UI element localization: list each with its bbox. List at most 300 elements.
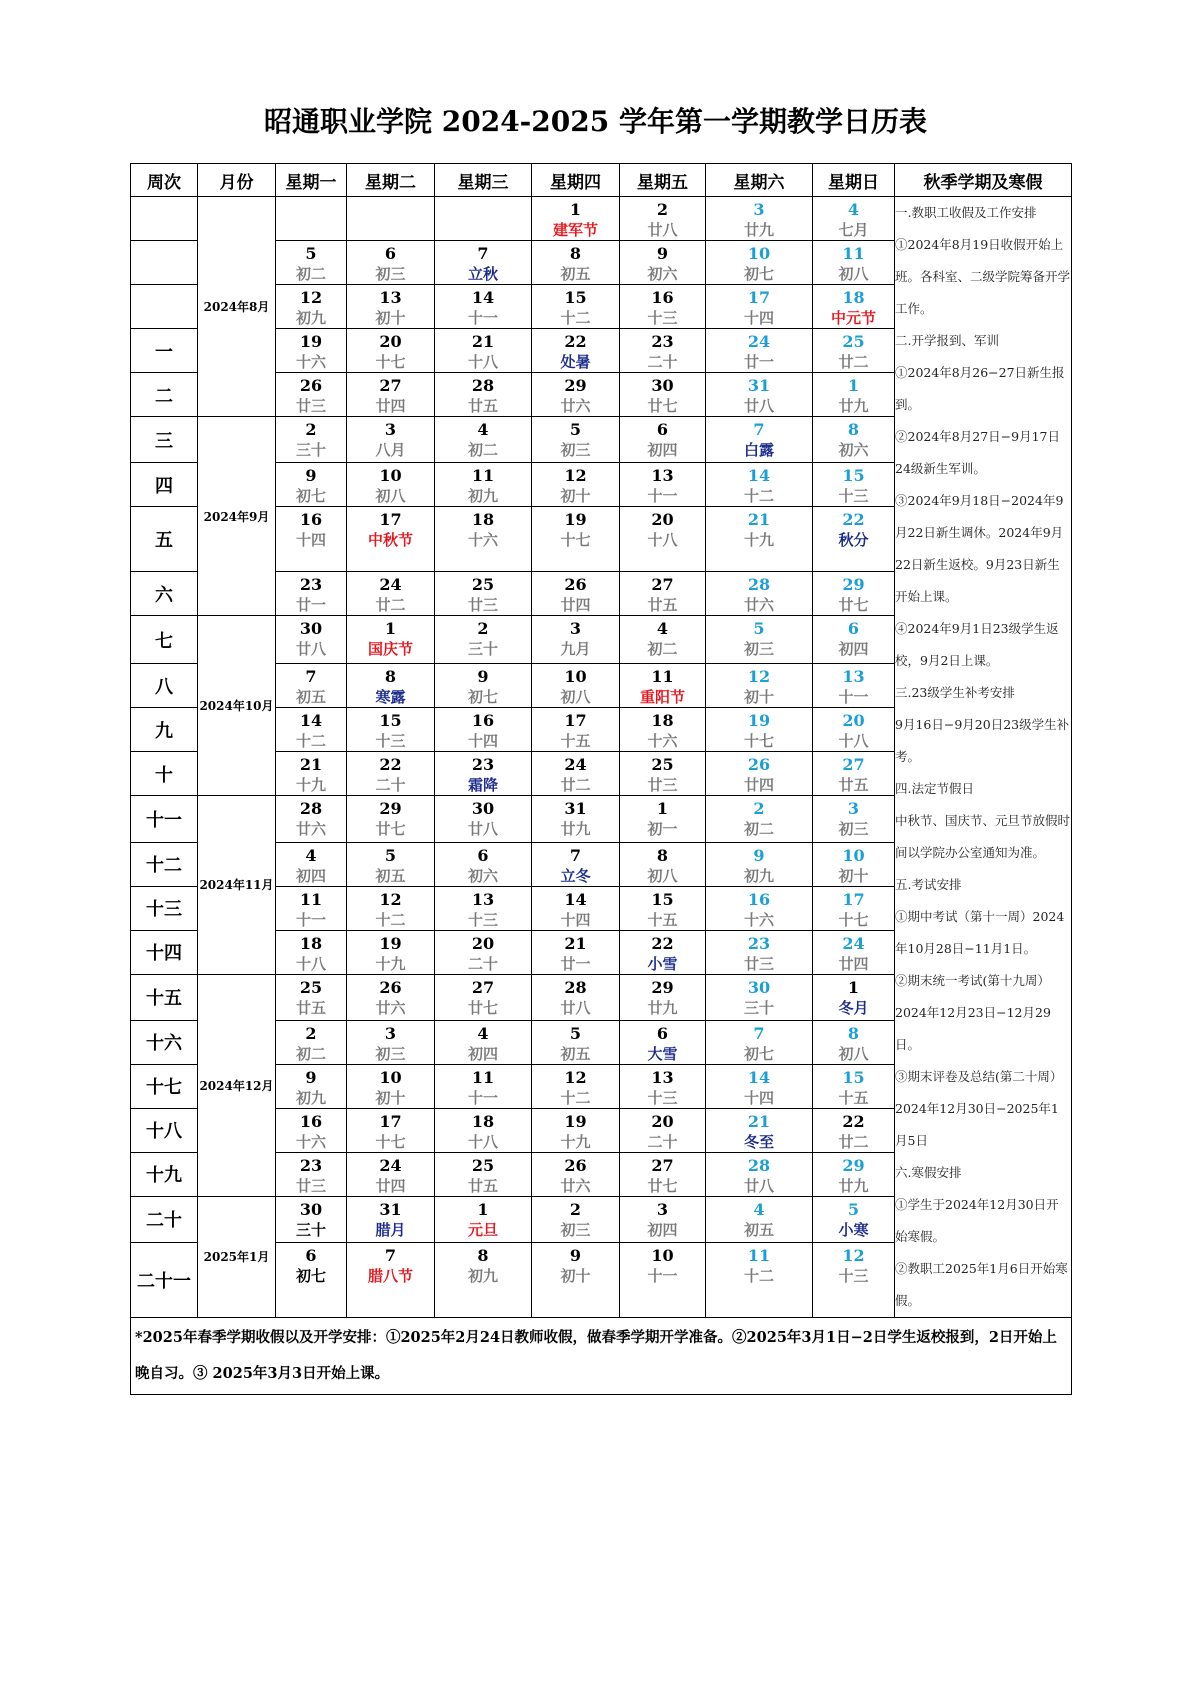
lunar-date: 九月: [560, 640, 591, 659]
day-number: 3: [753, 200, 765, 219]
week-number: 十二: [131, 842, 198, 886]
day-number: 5: [569, 1023, 582, 1043]
day-number: 27: [651, 575, 674, 595]
day-cell: [620, 616, 706, 664]
lunar-date: 初九: [467, 1267, 498, 1285]
lunar-date: 廿四: [560, 596, 591, 615]
note-line: ④2024年9月1日23级学生返校，9月2日上课。: [895, 621, 1059, 668]
day-number: 6: [305, 1246, 317, 1265]
lunar-date: 廿二: [375, 596, 406, 615]
lunar-date: 初五: [560, 1044, 591, 1063]
lunar-date: 立冬: [560, 866, 591, 885]
day-number: 1: [656, 799, 669, 819]
lunar-date: 廿三: [295, 1176, 326, 1195]
lunar-date: 初七: [743, 265, 774, 283]
day-cell: [620, 1064, 706, 1108]
day-number: 14: [747, 466, 771, 486]
lunar-date: 十二: [295, 732, 326, 751]
day-cell: [276, 1020, 347, 1064]
lunar-date: 二十: [375, 776, 406, 795]
day-number: 19: [747, 711, 771, 731]
day-cell: [532, 507, 620, 572]
week-number: 七: [131, 616, 198, 664]
day-number: 20: [842, 711, 865, 731]
day-cell: [276, 796, 347, 842]
week-number: 二十: [131, 1196, 198, 1242]
day-number: 9: [569, 1246, 582, 1265]
day-number: 13: [471, 889, 495, 909]
day-cell: [620, 796, 706, 842]
day-cell: [620, 1108, 706, 1152]
lunar-date: 寒露: [375, 688, 406, 707]
note-line: ②教职工2025年1月6日开始寒假。: [895, 1261, 1068, 1308]
week-number: 十六: [131, 1020, 198, 1064]
week-number: 十四: [131, 930, 198, 974]
lunar-date: 十六: [295, 353, 326, 371]
day-number: 1: [569, 200, 582, 219]
day-cell: [435, 1020, 532, 1064]
day-number: 8: [847, 1023, 860, 1043]
day-cell: [435, 507, 532, 572]
day-number: 7: [477, 244, 489, 263]
day-number: 4: [847, 200, 860, 219]
day-number: 30: [747, 977, 771, 997]
day-cell: [435, 796, 532, 842]
lunar-date: 十九: [560, 1132, 591, 1151]
day-number: 13: [651, 1067, 674, 1087]
day-number: 7: [384, 1246, 397, 1265]
day-cell: [347, 1064, 435, 1108]
note-line: 五.考试安排: [895, 877, 962, 892]
day-number: 7: [305, 667, 317, 687]
day-number: 3: [569, 619, 582, 639]
day-cell: [706, 664, 813, 708]
lunar-date: 重阳节: [639, 688, 685, 707]
day-number: 22: [564, 332, 587, 351]
lunar-date: 廿八: [743, 1176, 774, 1195]
day-cell: [532, 796, 620, 842]
day-cell: [532, 572, 620, 616]
lunar-date: 十七: [560, 531, 591, 550]
lunar-date: 三十: [295, 441, 326, 459]
lunar-date: 十四: [560, 910, 591, 929]
day-cell: [435, 708, 532, 752]
day-cell: [276, 463, 347, 507]
day-cell: [347, 373, 435, 417]
day-number: 7: [753, 1023, 765, 1043]
lunar-date: 廿八: [467, 820, 498, 839]
day-number: 14: [471, 288, 495, 307]
day-cell: [532, 1020, 620, 1064]
day-number: 2: [753, 799, 765, 819]
day-cell: [347, 796, 435, 842]
day-cell: [813, 1108, 895, 1152]
week-number: 三: [131, 417, 198, 463]
lunar-date: 冬月: [838, 998, 869, 1017]
day-cell: [276, 752, 347, 796]
note-line: 中秋节、国庆节、元旦节放假时间以学院办公室通知为准。: [895, 813, 1071, 860]
lunar-date: 初九: [743, 866, 774, 885]
day-cell: [620, 241, 706, 285]
day-number: 4: [477, 1023, 489, 1043]
day-number: 16: [471, 711, 495, 731]
lunar-date: 十九: [295, 776, 326, 795]
day-number: 5: [305, 244, 317, 263]
day-cell: [532, 373, 620, 417]
lunar-date: 初九: [467, 487, 498, 506]
lunar-date: 十八: [647, 531, 678, 550]
day-number: 1: [847, 977, 860, 997]
lunar-date: 初六: [467, 866, 498, 885]
day-cell: [435, 463, 532, 507]
lunar-date: 廿六: [375, 998, 406, 1017]
day-number: 11: [651, 667, 674, 687]
lunar-date: 廿五: [467, 1176, 498, 1195]
note-line: ③期末评卷及总结(第二十周）2024年12月30日−2025年1月5日: [895, 1069, 1063, 1148]
lunar-date: 三十: [467, 640, 498, 659]
day-cell: [435, 842, 532, 886]
day-cell: [276, 1196, 347, 1242]
month-label: 2024年12月: [198, 974, 276, 1196]
day-number: 21: [299, 755, 323, 775]
lunar-date: 十三: [838, 487, 869, 506]
lunar-date: 十五: [647, 910, 678, 929]
lunar-date: 初八: [560, 688, 591, 707]
lunar-date: 腊月: [375, 1220, 406, 1239]
lunar-date: 十二: [375, 910, 406, 929]
lunar-date: 廿八: [295, 640, 326, 659]
day-cell: [532, 930, 620, 974]
lunar-date: 霜降: [467, 776, 498, 795]
lunar-date: 廿七: [647, 1176, 678, 1195]
day-number: 29: [842, 575, 865, 595]
day-cell: [276, 507, 347, 572]
lunar-date: 初二: [647, 640, 678, 659]
day-cell: [347, 842, 435, 886]
day-cell: [813, 572, 895, 616]
day-number: 7: [753, 420, 765, 439]
day-cell: [706, 417, 813, 463]
lunar-date: 初二: [295, 1044, 326, 1063]
day-cell: [276, 842, 347, 886]
day-cell: [347, 708, 435, 752]
day-cell: [532, 708, 620, 752]
day-number: 11: [471, 1067, 495, 1087]
day-number: 10: [651, 1246, 674, 1265]
day-number: 6: [384, 244, 397, 263]
day-number: 14: [564, 889, 587, 909]
header-notes: 秋季学期及寒假: [895, 164, 1072, 197]
day-cell: [276, 1243, 347, 1318]
day-number: 16: [299, 510, 323, 530]
day-number: 24: [564, 755, 587, 775]
day-number: 20: [651, 510, 674, 530]
day-cell: [620, 572, 706, 616]
day-number: 23: [651, 332, 674, 351]
day-cell: [435, 373, 532, 417]
day-number: 26: [379, 977, 402, 997]
day-cell: [813, 463, 895, 507]
day-number: 17: [842, 889, 865, 909]
day-cell: [347, 329, 435, 373]
day-number: 28: [299, 799, 323, 819]
day-cell: [532, 974, 620, 1020]
day-number: 10: [379, 1067, 402, 1087]
day-number: 9: [305, 1067, 317, 1087]
day-number: 10: [564, 667, 587, 687]
lunar-date: 廿三: [295, 397, 326, 415]
day-cell: [347, 1196, 435, 1242]
day-cell: [813, 1064, 895, 1108]
day-number: 31: [564, 799, 587, 819]
day-cell: [813, 417, 895, 463]
calendar-table: [130, 163, 1072, 1395]
lunar-date: 十九: [743, 531, 774, 550]
day-number: 17: [379, 510, 402, 530]
day-cell: [706, 1064, 813, 1108]
lunar-date: 十二: [560, 1088, 591, 1107]
day-number: 10: [747, 244, 771, 263]
day-cell: [706, 842, 813, 886]
lunar-date: 初五: [560, 265, 591, 283]
day-cell: [620, 1243, 706, 1318]
day-number: 12: [564, 1067, 587, 1087]
day-number: 15: [842, 466, 865, 486]
day-number: 12: [747, 667, 771, 687]
day-number: 8: [656, 845, 669, 865]
day-cell: [276, 616, 347, 664]
lunar-date: 十四: [743, 1088, 774, 1107]
lunar-date: 十七: [375, 1132, 406, 1151]
week-row: [131, 197, 1072, 241]
day-cell: [813, 507, 895, 572]
day-number: 18: [471, 510, 495, 530]
day-cell: [532, 241, 620, 285]
day-cell: [435, 664, 532, 708]
lunar-date: 十一: [647, 1267, 678, 1285]
day-number: 13: [651, 466, 674, 486]
day-number: 30: [299, 1199, 323, 1219]
month-label: 2024年9月: [198, 417, 276, 616]
day-number: 16: [299, 1111, 323, 1131]
day-number: 21: [747, 510, 771, 530]
day-cell: [706, 329, 813, 373]
header-week: 周次: [131, 164, 198, 197]
day-cell: [435, 1152, 532, 1196]
day-cell: [813, 616, 895, 664]
day-number: 23: [299, 575, 323, 595]
day-cell: [276, 197, 347, 241]
week-number: 十五: [131, 974, 198, 1020]
day-cell: [813, 886, 895, 930]
day-number: 29: [564, 376, 587, 395]
lunar-date: 初四: [647, 1220, 678, 1239]
day-cell: [813, 796, 895, 842]
day-number: 24: [379, 575, 402, 595]
day-number: 25: [299, 977, 323, 997]
day-cell: [532, 197, 620, 241]
day-number: 15: [564, 288, 587, 307]
lunar-date: 十六: [647, 732, 678, 751]
day-cell: [813, 1196, 895, 1242]
lunar-date: 初八: [838, 1044, 869, 1063]
lunar-date: 立秋: [467, 265, 498, 283]
day-cell: [620, 708, 706, 752]
day-number: 11: [471, 466, 495, 486]
day-number: 30: [471, 799, 495, 819]
note-line: 六.寒假安排: [895, 1165, 962, 1180]
day-cell: [532, 616, 620, 664]
lunar-date: 初十: [560, 1267, 591, 1285]
day-cell: [620, 507, 706, 572]
month-label: 2024年10月: [198, 616, 276, 796]
lunar-date: 初八: [838, 265, 869, 283]
header-fri: 星期五: [620, 164, 706, 197]
day-cell: [813, 285, 895, 329]
day-number: 7: [569, 845, 582, 865]
day-number: 14: [747, 1067, 771, 1087]
week-number: 九: [131, 708, 198, 752]
lunar-date: 二十: [467, 954, 498, 973]
day-cell: [435, 930, 532, 974]
day-cell: [706, 285, 813, 329]
lunar-date: 初四: [838, 640, 869, 659]
lunar-date: 七月: [838, 221, 869, 239]
day-number: 21: [564, 933, 587, 953]
header-mon: 星期一: [276, 164, 347, 197]
day-cell: [706, 1152, 813, 1196]
day-number: 2: [656, 200, 669, 219]
note-line: 二.开学报到、军训: [895, 333, 999, 348]
lunar-date: 十三: [838, 1267, 869, 1285]
lunar-date: 廿一: [560, 954, 591, 973]
day-cell: [706, 974, 813, 1020]
day-number: 21: [747, 1111, 771, 1131]
lunar-date: 廿四: [375, 397, 406, 415]
day-cell: [532, 1152, 620, 1196]
day-cell: [347, 285, 435, 329]
lunar-date: 初七: [467, 688, 498, 707]
day-number: 17: [564, 711, 587, 731]
lunar-date: 廿八: [647, 221, 678, 239]
lunar-date: 国庆节: [367, 640, 413, 659]
lunar-date: 十八: [467, 1132, 498, 1151]
lunar-date: 廿九: [838, 1176, 869, 1195]
lunar-date: 廿六: [743, 596, 774, 615]
day-number: 20: [379, 332, 402, 351]
day-number: 17: [379, 1111, 402, 1131]
lunar-date: 十三: [375, 732, 406, 751]
day-number: 5: [569, 420, 582, 439]
lunar-date: 十一: [467, 1088, 498, 1107]
day-cell: [347, 241, 435, 285]
day-cell: [435, 1243, 532, 1318]
day-number: 11: [747, 1246, 771, 1265]
day-cell: [532, 752, 620, 796]
day-number: 10: [842, 845, 865, 865]
day-cell: [276, 572, 347, 616]
day-number: 12: [379, 889, 402, 909]
month-label: 2025年1月: [198, 1196, 276, 1317]
lunar-date: 廿五: [467, 397, 498, 415]
lunar-date: 初七: [295, 1267, 326, 1285]
header-sun: 星期日: [813, 164, 895, 197]
day-number: 28: [564, 977, 587, 997]
page-title: 昭通职业学院 2024-2025 学年第一学期教学日历表: [264, 105, 927, 138]
day-number: 3: [656, 1199, 669, 1219]
lunar-date: 初五: [295, 688, 326, 707]
lunar-date: 初九: [295, 1088, 326, 1107]
day-cell: [620, 886, 706, 930]
day-cell: [435, 329, 532, 373]
day-cell: [532, 886, 620, 930]
header-row: [131, 164, 1072, 197]
day-number: 30: [651, 376, 674, 395]
lunar-date: 初四: [295, 866, 326, 885]
header-thu: 星期四: [532, 164, 620, 197]
lunar-date: 八月: [375, 441, 406, 459]
day-cell: [532, 329, 620, 373]
day-number: 18: [299, 933, 323, 953]
day-number: 20: [471, 933, 495, 953]
day-number: 5: [753, 619, 765, 639]
day-number: 19: [299, 332, 323, 351]
lunar-date: 廿二: [838, 1132, 869, 1151]
day-number: 8: [384, 667, 397, 687]
lunar-date: 廿七: [647, 397, 678, 415]
day-cell: [620, 1020, 706, 1064]
day-cell: [813, 329, 895, 373]
lunar-date: 大雪: [647, 1044, 678, 1063]
week-number: 八: [131, 664, 198, 708]
day-number: 6: [656, 420, 669, 439]
day-cell: [532, 417, 620, 463]
day-number: 28: [747, 575, 771, 595]
day-cell: [347, 463, 435, 507]
day-number: 3: [384, 420, 397, 439]
note-line: ①2024年8月26−27日新生报到。: [895, 365, 1065, 412]
lunar-date: 初四: [647, 441, 678, 459]
note-line: 9月16日−9月20日23级学生补考。: [895, 717, 1070, 764]
lunar-date: 十六: [467, 531, 498, 550]
day-number: 8: [569, 244, 582, 263]
day-cell: [620, 373, 706, 417]
lunar-date: 廿九: [838, 397, 869, 415]
week-number: 十九: [131, 1152, 198, 1196]
lunar-date: 中元节: [830, 309, 876, 327]
day-cell: [706, 796, 813, 842]
week-number: 二: [131, 373, 198, 417]
day-number: 14: [299, 711, 323, 731]
week-number: 十一: [131, 796, 198, 842]
lunar-date: 初二: [467, 441, 498, 459]
lunar-date: 初一: [647, 820, 678, 839]
lunar-date: 十七: [375, 353, 406, 371]
day-number: 25: [471, 575, 495, 595]
day-cell: [620, 752, 706, 796]
day-cell: [276, 1108, 347, 1152]
week-number: 十: [131, 752, 198, 796]
day-number: 19: [564, 1111, 587, 1131]
day-number: 23: [747, 933, 771, 953]
lunar-date: 十三: [647, 1088, 678, 1107]
lunar-date: 廿五: [647, 596, 678, 615]
day-cell: [532, 664, 620, 708]
day-cell: [620, 842, 706, 886]
day-cell: [813, 373, 895, 417]
lunar-date: 廿七: [375, 820, 406, 839]
day-number: 12: [842, 1246, 865, 1265]
